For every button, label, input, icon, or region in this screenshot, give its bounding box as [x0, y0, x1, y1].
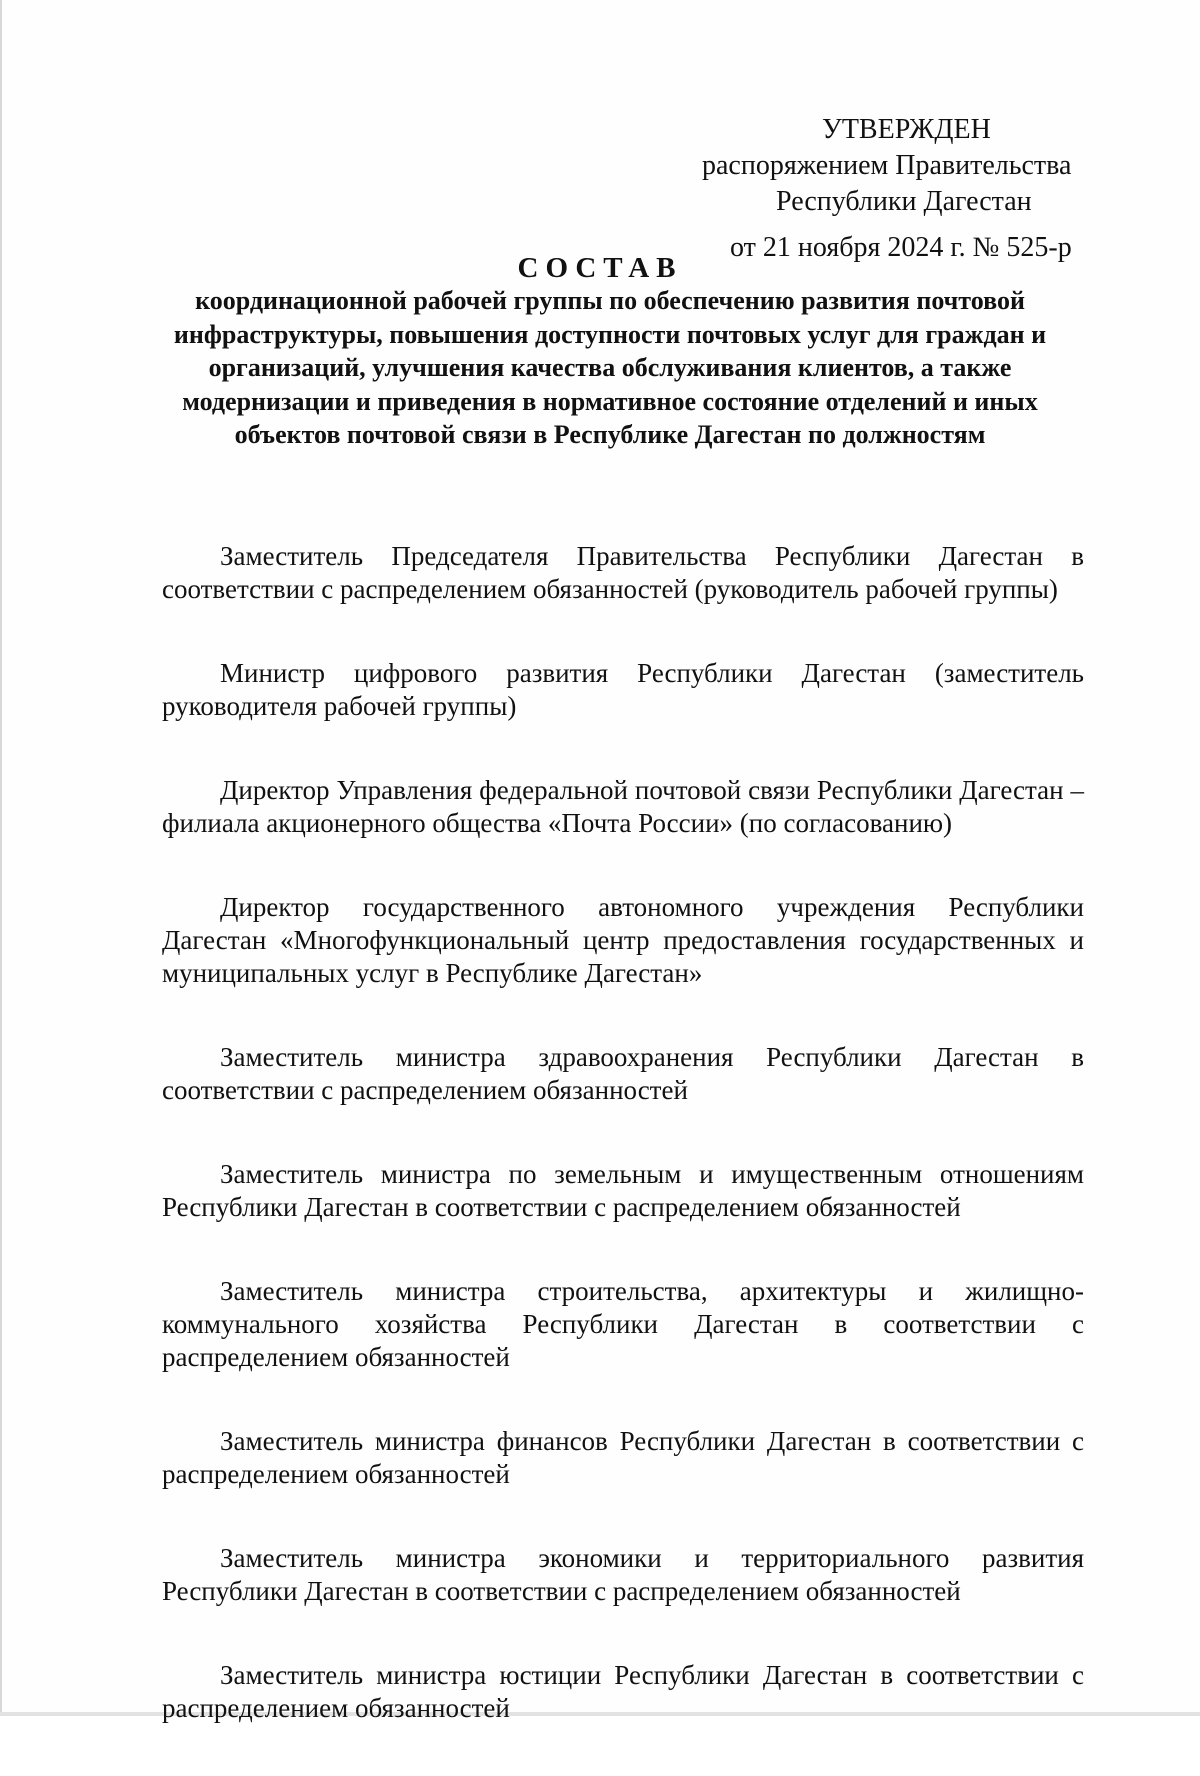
member-item: Заместитель министра юстиции Республики Дагестан в соответствии с распределением обязанностей	[162, 1660, 1084, 1723]
member-item: Заместитель министра строительства, архитектуры и жилищно-коммунального хозяйства Республики Дагестан в соответствии с распределением обязанностей	[162, 1276, 1084, 1372]
member-item: Заместитель министра по земельным и имущественным отношениям Республики Дагестан в соответствии с распределением обязанностей	[162, 1159, 1084, 1222]
approval-status: УТВЕРЖДЕН	[822, 114, 991, 145]
member-item: Заместитель министра здравоохранения Республики Дагестан в соответствии с распределением обязанностей	[162, 1042, 1084, 1105]
member-item: Министр цифрового развития Республики Дагестан (заместитель руководителя рабочей группы)	[162, 658, 1084, 721]
member-item: Заместитель министра финансов Республики Дагестан в соответствии с распределением обязанностей	[162, 1426, 1084, 1489]
member-item: Директор государственного автономного учреждения Республики Дагестан «Многофункциональный центр предоставления государственных и муниципальных услуг в Республике Дагестан»	[162, 892, 1084, 988]
document-title: СОСТАВ	[517, 252, 683, 284]
document-subtitle: координационной рабочей группы по обеспечению развития почтовой инфраструктуры, повышения доступности почтовых услуг для граждан и организаций, улучшения качества обслуживания клиентов, а также модернизации и приведения в нормативное состояние отделений и иных объектов почтовой связи в Республике Дагестан по должностям	[173, 286, 1047, 449]
members-list	[162, 540, 1084, 1776]
member-item: Заместитель министра экономики и территориального развития Республики Дагестан в соответствии с распределением обязанностей	[162, 1543, 1084, 1606]
approval-date-line: от 21 ноября 2024 г. № 525-р	[730, 232, 1072, 263]
approval-entity-line: Республики Дагестан	[776, 186, 1032, 217]
approval-block	[640, 112, 1080, 262]
member-item: Директор Управления федеральной почтовой связи Республики Дагестан – филиала акционерного общества «Почта России» (по согласованию)	[162, 775, 1084, 838]
approval-by-line: распоряжением Правительства	[702, 150, 1072, 181]
member-item: Заместитель Председателя Правительства Республики Дагестан в соответствии с распределением обязанностей (руководитель рабочей группы)	[162, 541, 1084, 604]
